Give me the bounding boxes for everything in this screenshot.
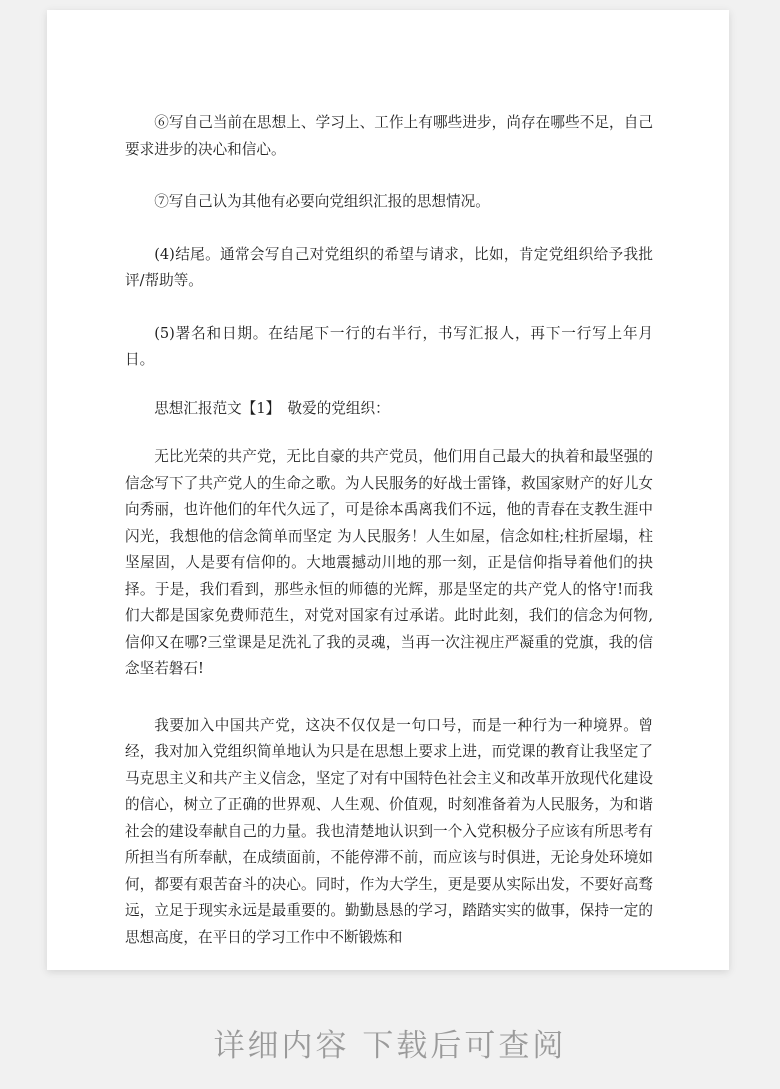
paragraph-item-6: ⑥写自己当前在思想上、学习上、工作上有哪些进步，尚存在哪些不足，自己要求进步的决心和信心。 <box>125 114 653 158</box>
sample-paragraph-1: 无比光荣的共产党，无比自豪的共产党员，他们用自己最大的执着和最坚强的信念写下了共产党人的生命之歌。为人民服务的好战士雷锋，救国家财产的好儿女向秀丽，也许他们的年代久远了，可是徐本禹离我们不远，他的青春在支教生涯中闪光，我想他的信念简单而坚定 为人民服务！人生如屋，信念如柱;柱折屋塌，柱坚屋固，人是要有信仰的。大地震撼动川地的那一刻，正是信仰指导着他们的抉择。于是，我们看到，那些永恒的师德的光辉，那是坚定的共产党人的恪守!而我们大都是国家免费师范生，对党对国家有过承诺。此时此刻，我们的信念为何物,信仰又在哪?三堂课是足洗礼了我的灵魂，当再一次注视庄严凝重的党旗，我的信念坚若磐石! <box>125 448 653 677</box>
paragraph-signature-date: (5)署名和日期。在结尾下一行的右半行，书写汇报人，再下一行写上年月日。 <box>125 324 653 368</box>
paragraph-item-7: ⑦写自己认为其他有必要向党组织汇报的思想情况。 <box>154 193 490 210</box>
sample-paragraph-2: 我要加入中国共产党，这决不仅仅是一句口号，而是一种行为一种境界。曾经，我对加入党组织简单地认为只是在思想上要求上进，而党课的教育让我坚定了马克思主义和共产主义信念，坚定了对有中国特色社会主义和改革开放现代化建设的信心，树立了正确的世界观、人生观、价值观，时刻准备着为人民服务，为和谐社会的建设奉献自己的力量。我也清楚地认识到一个入党积极分子应该有所思考有所担当有所奉献，在成绩面前，不能停滞不前，而应该与时俱进，无论身处环境如何，都要有艰苦奋斗的决心。同时，作为大学生，更是要从实际出发，不要好高骛远，立足于现实永远是最重要的。勤勤恳恳的学习，踏踏实实的做事，保持一定的思想高度，在平日的学习工作中不断锻炼和 <box>125 716 653 946</box>
document-page <box>47 10 729 970</box>
sample-heading: 思想汇报范文【1】 敬爱的党组织： <box>154 399 390 417</box>
download-hint: 详细内容 下载后可查阅 <box>213 1028 567 1064</box>
document-body <box>125 110 653 951</box>
paragraph-ending: (4)结尾。通常会写自己对党组织的希望与请求，比如，肯定党组织给予我批评/帮助等。 <box>125 245 653 289</box>
